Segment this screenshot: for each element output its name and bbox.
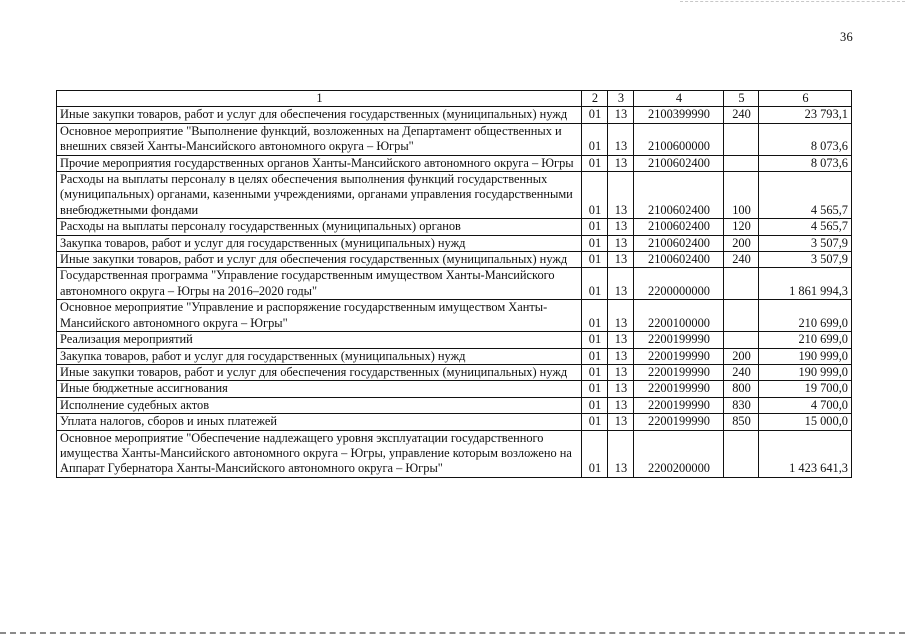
row-section: 01 <box>582 252 608 268</box>
row-expense-type: 850 <box>724 414 759 430</box>
row-subsection: 13 <box>608 332 634 348</box>
row-target-article: 2200199990 <box>634 348 724 364</box>
table-row <box>57 252 852 268</box>
row-subsection: 13 <box>608 381 634 397</box>
row-subsection: 13 <box>608 219 634 235</box>
row-amount: 8 073,6 <box>759 155 852 171</box>
row-amount: 210 699,0 <box>759 332 852 348</box>
row-amount: 8 073,6 <box>759 123 852 155</box>
row-amount: 190 999,0 <box>759 348 852 364</box>
row-expense-type <box>724 300 759 332</box>
row-subsection: 13 <box>608 107 634 123</box>
row-subsection: 13 <box>608 348 634 364</box>
table-row <box>57 364 852 380</box>
row-expense-type: 120 <box>724 219 759 235</box>
scan-artifact-top <box>680 1 905 2</box>
row-name: Иные бюджетные ассигнования <box>57 381 582 397</box>
row-amount: 210 699,0 <box>759 300 852 332</box>
table-row <box>57 300 852 332</box>
row-expense-type: 100 <box>724 172 759 219</box>
row-section: 01 <box>582 414 608 430</box>
row-expense-type: 830 <box>724 397 759 413</box>
row-amount: 23 793,1 <box>759 107 852 123</box>
row-name: Расходы на выплаты персоналу в целях обеспечения выполнения функций государственных (муниципальных) органами, казенными учреждениями, органами управления государственными внебюджетными фондами <box>57 172 582 219</box>
row-amount: 4 700,0 <box>759 397 852 413</box>
row-target-article: 2100399990 <box>634 107 724 123</box>
row-expense-type <box>724 123 759 155</box>
row-section: 01 <box>582 348 608 364</box>
row-name: Уплата налогов, сборов и иных платежей <box>57 414 582 430</box>
column-header-name: 1 <box>57 91 582 107</box>
row-section: 01 <box>582 172 608 219</box>
table-row <box>57 235 852 251</box>
header-row <box>57 91 852 107</box>
column-header-subsection: 3 <box>608 91 634 107</box>
budget-table <box>56 90 852 478</box>
row-name: Расходы на выплаты персоналу государственных (муниципальных) органов <box>57 219 582 235</box>
row-subsection: 13 <box>608 172 634 219</box>
row-subsection: 13 <box>608 235 634 251</box>
row-subsection: 13 <box>608 268 634 300</box>
row-target-article: 2100602400 <box>634 252 724 268</box>
row-expense-type: 240 <box>724 107 759 123</box>
row-target-article: 2100602400 <box>634 219 724 235</box>
row-section: 01 <box>582 155 608 171</box>
row-subsection: 13 <box>608 414 634 430</box>
row-target-article: 2200199990 <box>634 414 724 430</box>
row-amount: 190 999,0 <box>759 364 852 380</box>
table-row <box>57 332 852 348</box>
table-row <box>57 348 852 364</box>
column-header-expense-type: 5 <box>724 91 759 107</box>
row-target-article: 2100600000 <box>634 123 724 155</box>
row-section: 01 <box>582 381 608 397</box>
row-target-article: 2200000000 <box>634 268 724 300</box>
table-row <box>57 381 852 397</box>
table-row <box>57 123 852 155</box>
row-subsection: 13 <box>608 430 634 477</box>
row-subsection: 13 <box>608 300 634 332</box>
row-amount: 3 507,9 <box>759 252 852 268</box>
row-expense-type: 200 <box>724 348 759 364</box>
table-row <box>57 155 852 171</box>
row-expense-type <box>724 155 759 171</box>
row-target-article: 2100602400 <box>634 172 724 219</box>
row-target-article: 2200100000 <box>634 300 724 332</box>
row-name: Иные закупки товаров, работ и услуг для обеспечения государственных (муниципальных) нужд <box>57 252 582 268</box>
row-expense-type: 240 <box>724 252 759 268</box>
column-header-section: 2 <box>582 91 608 107</box>
row-name: Исполнение судебных актов <box>57 397 582 413</box>
row-expense-type <box>724 430 759 477</box>
row-section: 01 <box>582 364 608 380</box>
row-target-article: 2100602400 <box>634 155 724 171</box>
row-name: Реализация мероприятий <box>57 332 582 348</box>
row-subsection: 13 <box>608 252 634 268</box>
table-row <box>57 414 852 430</box>
row-target-article: 2200199990 <box>634 364 724 380</box>
row-section: 01 <box>582 123 608 155</box>
table-row <box>57 268 852 300</box>
row-name: Основное мероприятие "Выполнение функций, возложенных на Департамент общественных и внешних связей Ханты-Мансийского автономного округа – Югры" <box>57 123 582 155</box>
row-expense-type: 200 <box>724 235 759 251</box>
row-section: 01 <box>582 430 608 477</box>
row-amount: 1 423 641,3 <box>759 430 852 477</box>
row-amount: 15 000,0 <box>759 414 852 430</box>
row-subsection: 13 <box>608 123 634 155</box>
row-target-article: 2100602400 <box>634 235 724 251</box>
row-target-article: 2200200000 <box>634 430 724 477</box>
row-section: 01 <box>582 219 608 235</box>
row-amount: 4 565,7 <box>759 219 852 235</box>
row-expense-type: 800 <box>724 381 759 397</box>
scan-artifact-bottom <box>0 632 905 634</box>
row-target-article: 2200199990 <box>634 381 724 397</box>
row-subsection: 13 <box>608 155 634 171</box>
column-header-amount: 6 <box>759 91 852 107</box>
row-section: 01 <box>582 397 608 413</box>
row-name: Основное мероприятие "Обеспечение надлежащего уровня эксплуатации государственного имущества Ханты-Мансийского автономного округа – Югры, управление которым возложено на Аппарат Губернатора Ханты-Мансийского автономного округа – Югры" <box>57 430 582 477</box>
table-row <box>57 172 852 219</box>
row-subsection: 13 <box>608 364 634 380</box>
row-amount: 3 507,9 <box>759 235 852 251</box>
row-amount: 4 565,7 <box>759 172 852 219</box>
row-section: 01 <box>582 235 608 251</box>
row-name: Закупка товаров, работ и услуг для государственных (муниципальных) нужд <box>57 235 582 251</box>
row-section: 01 <box>582 332 608 348</box>
row-expense-type: 240 <box>724 364 759 380</box>
row-target-article: 2200199990 <box>634 332 724 348</box>
row-section: 01 <box>582 300 608 332</box>
row-subsection: 13 <box>608 397 634 413</box>
table-row <box>57 219 852 235</box>
row-name: Закупка товаров, работ и услуг для государственных (муниципальных) нужд <box>57 348 582 364</box>
table-body <box>57 107 852 477</box>
row-name: Основное мероприятие "Управление и распоряжение государственным имуществом Ханты-Мансийского автономного округа – Югры" <box>57 300 582 332</box>
page-number: 36 <box>840 30 853 44</box>
table-row <box>57 397 852 413</box>
row-name: Иные закупки товаров, работ и услуг для обеспечения государственных (муниципальных) нужд <box>57 364 582 380</box>
row-name: Прочие мероприятия государственных органов Ханты-Мансийского автономного округа – Югры <box>57 155 582 171</box>
row-expense-type <box>724 268 759 300</box>
row-section: 01 <box>582 268 608 300</box>
row-target-article: 2200199990 <box>634 397 724 413</box>
column-header-target-article: 4 <box>634 91 724 107</box>
row-amount: 19 700,0 <box>759 381 852 397</box>
row-amount: 1 861 994,3 <box>759 268 852 300</box>
row-name: Иные закупки товаров, работ и услуг для обеспечения государственных (муниципальных) нужд <box>57 107 582 123</box>
table-row <box>57 430 852 477</box>
table-row <box>57 107 852 123</box>
row-name: Государственная программа "Управление государственным имуществом Ханты-Мансийского автономного округа – Югры на 2016–2020 годы" <box>57 268 582 300</box>
row-section: 01 <box>582 107 608 123</box>
row-expense-type <box>724 332 759 348</box>
